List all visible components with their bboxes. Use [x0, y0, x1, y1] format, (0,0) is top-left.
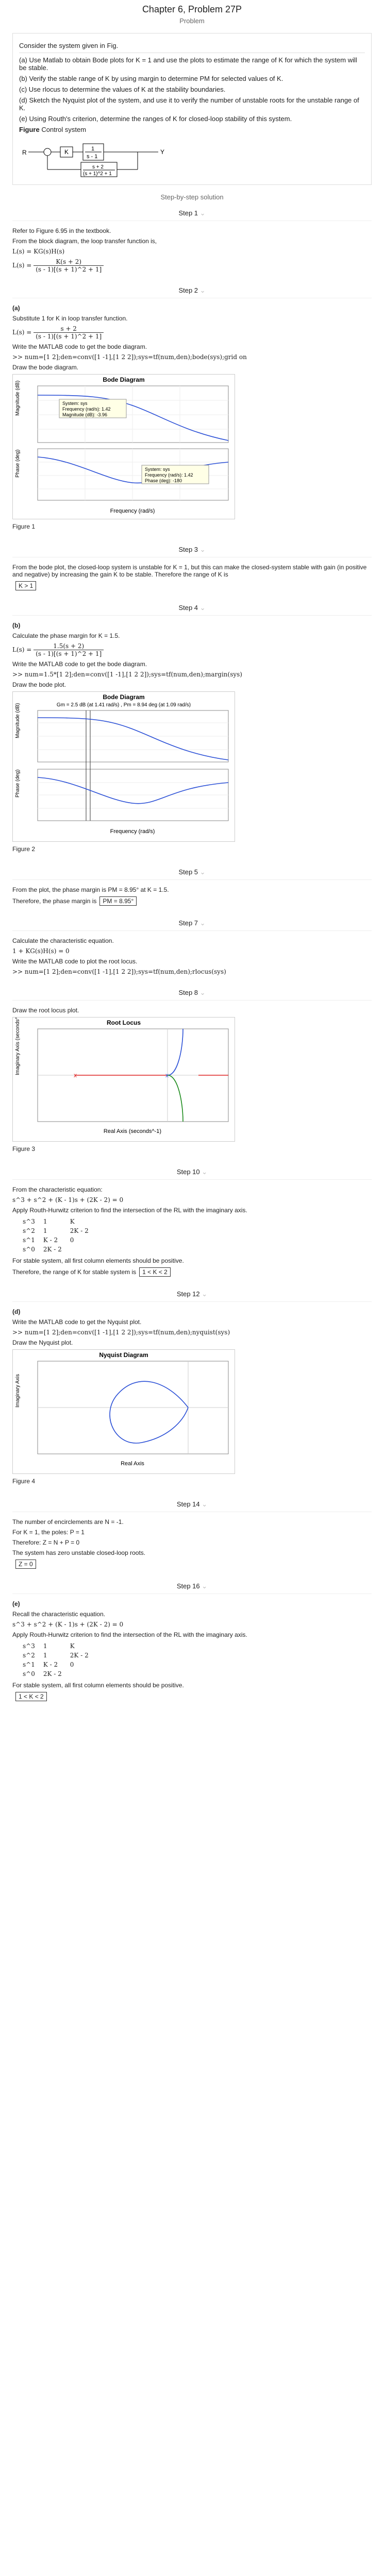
step-7-heading: Step 7 ⌄ — [178, 919, 206, 927]
summing-junction — [44, 148, 51, 156]
chevron-icon: ⌄ — [199, 209, 206, 217]
question-part-a: (a) Use Matlab to obtain Bode plots for K = 1 and use the plots to estimate the range of K for which the system will be stable. — [19, 56, 357, 72]
page-title: Chapter 6, Problem 27P — [142, 4, 242, 14]
svg-text:Imaginary Axis (seconds^-1): Imaginary Axis (seconds^-1) — [15, 1017, 21, 1075]
step-2-heading: Step 2 ⌄ — [178, 286, 206, 294]
svg-text:Magnitude (dB): Magnitude (dB) — [15, 703, 21, 738]
y-label: Y — [160, 148, 165, 156]
svg-text:Frequency (rad/s): Frequency (rad/s) — [110, 828, 155, 835]
svg-text:Phase (deg): Phase (deg) — [15, 449, 21, 478]
bode-plot-1 — [12, 374, 235, 519]
svg-text:x: x — [165, 1072, 169, 1079]
svg-text:x: x — [74, 1072, 77, 1079]
step-2-body: (a) Substitute 1 for K in loop transfer function. L(s) = $\frac{s + 2}{(s - 1)[(s + 1)\^{}2 + 1]}$ Write the MATLAB code to get the bode diagram. >> num=[1 2];den=conv([1 -1],[1 2 2]);sys=tf(num,den);bode(sys);grid on Draw the bode diagram. Bode Diagram System: sys Frequency (rad/s): 1.42 Magnitude (dB): -3.96 System: sys Frequency (rad/s): 1.42 Phase (deg): -180 Magnitude (dB) Phase (deg) Frequency (rad/s) Figure 1 — [12, 298, 372, 538]
step-3-heading: Step 3 ⌄ — [178, 546, 206, 553]
plant-den: s - 1 — [87, 154, 98, 160]
r-label: R — [22, 149, 27, 156]
routh-table: s^3 1 K s^2 1 2K - 2 s^1 K - 2 0 s^0 2K - 2 — [23, 1218, 89, 1253]
step-8-body: Draw the root locus plot. Root Locus x x Real Axis (seconds^-1) Imaginary Axis (seconds^-1) Figure 3 — [12, 1000, 372, 1161]
svg-text:Magnitude (dB): -3.96: Magnitude (dB): -3.96 — [62, 412, 108, 417]
svg-text:Frequency (rad/s): 1.42: Frequency (rad/s): 1.42 — [62, 406, 111, 412]
question-intro: Consider the system given in Fig. — [19, 42, 119, 49]
svg-text:Real Axis: Real Axis — [121, 1461, 144, 1467]
step-14-heading: Step 14 ⌄ — [176, 1500, 208, 1508]
svg-text:System: sys: System: sys — [62, 401, 88, 406]
step-7-body: Calculate the characteristic equation. 1 + KG(s)H(s) = 0 Write the MATLAB code to plot the root locus. >> num=[1 2];den=conv([1 -1],[1 2 2]);sys=tf(num,den);rlocus(sys) — [12, 930, 372, 981]
root-locus-plot — [12, 1017, 235, 1142]
step-8-heading: Step 8 ⌄ — [178, 989, 206, 996]
question-part-e: (e) Using Routh's criterion, determine the ranges of K for closed-loop stability of this system. — [19, 115, 292, 123]
question-box — [12, 33, 372, 185]
bode-plot-2 — [12, 691, 235, 842]
svg-text:Bode Diagram: Bode Diagram — [103, 693, 145, 701]
svg-text:Phase (deg): Phase (deg) — [15, 769, 21, 798]
step-16-heading: Step 16 ⌄ — [176, 1582, 208, 1590]
figure-label: Figure Control system — [19, 126, 87, 133]
step-14-body: The number of encirclements are N = -1. For K = 1, the poles: P = 1 Therefore: Z = N + P = 0 The system has zero unstable closed-loop roots. Z = 0 — [12, 1512, 372, 1575]
svg-text:Phase (deg): -180: Phase (deg): -180 — [145, 478, 182, 483]
svg-text:Real Axis (seconds^-1): Real Axis (seconds^-1) — [103, 1128, 162, 1134]
step-10-heading: Step 10 ⌄ — [176, 1168, 208, 1176]
feedback-num: s + 2 — [92, 164, 104, 170]
step-1-body: Refer to Figure 6.95 in the textbook. From the block diagram, the loop transfer function is, L(s) = KG(s)H(s) L(s) = $\frac{K(s + 2)}{(s - 1)[(s + 1)\^{}2 + 1]}$ — [12, 221, 372, 279]
svg-text:Imaginary Axis: Imaginary Axis — [15, 1374, 21, 1408]
svg-text:Bode Diagram: Bode Diagram — [103, 376, 145, 383]
step-10-body: From the characteristic equation: s^3 + s^2 + (K - 1)s + (2K - 2) = 0 Apply Routh-Hurwitz criterion to find the intersection of the RL with the imaginary axis. s^3 1 K s^2 1 2K - 2 s^1 K - 2 0 s^0 2K - 2 For stable system, all first column elements should be positive. Therefore, the range of K for stable system is 1 < K < 2 — [12, 1179, 372, 1283]
step-3-body: From the bode plot, the closed-loop system is unstable for K = 1, but this can make the closed-system stable with gain (in positive and negative) by increasing the gain K to be stable. Therefore the range of K is K > 1 — [12, 557, 372, 597]
block-diagram — [19, 137, 174, 178]
svg-text:Root Locus: Root Locus — [107, 1019, 141, 1026]
svg-text:System: sys: System: sys — [145, 467, 170, 472]
svg-text:Magnitude (dB): Magnitude (dB) — [15, 380, 21, 416]
step-4-body: (b) Calculate the phase margin for K = 1.5. L(s) = $\frac{1.5(s + 2)}{(s - 1)[(s + 1)\^{}2 + 1]}$ Write the MATLAB code to get the bode diagram. >> num=1.5*[1 2];den=conv([1 -1],[1 2 2]);sys=tf(num,den);margin(sys) Draw the bode plot. Bode Diagram Gm = 2.5 dB (at 1.41 rad/s) , Pm = 8.94 deg (at 1.09 rad/s) Magnitude (dB) Phase (deg) Frequency (rad/s) Figure 2 — [12, 615, 372, 861]
page-subtitle: Problem — [179, 17, 205, 25]
question-part-d: (d) Sketch the Nyquist plot of the system, and use it to verify the number of unstable roots for the unstable range of K. — [19, 96, 359, 112]
feedback-den: (s + 1)^2 + 1 — [83, 171, 112, 177]
step-5-body: From the plot, the phase margin is PM = 8.95° at K = 1.5. Therefore, the phase margin is PM = 8.95° — [12, 879, 372, 912]
solution-heading: Step-by-step solution — [160, 193, 224, 201]
step-12-body: (d) Write the MATLAB code to get the Nyquist plot. >> num=[1 2];den=conv([1 -1],[1 2 2]);sys=tf(num,den);nyquist(sys) Draw the Nyquist plot. Nyquist Diagram Real Axis Imaginary Axis Figure 4 — [12, 1301, 372, 1493]
question-part-b: (b) Verify the stable range of K by using margin to determine PM for selected values of K. — [19, 75, 283, 82]
svg-text:Frequency (rad/s): Frequency (rad/s) — [110, 508, 155, 514]
step-4-heading: Step 4 ⌄ — [178, 604, 206, 612]
gain-label: K — [64, 148, 69, 156]
plant-num: 1 — [91, 146, 95, 152]
nyquist-plot — [12, 1349, 235, 1474]
step-16-body: (e) Recall the characteristic equation. s^3 + s^2 + (K - 1)s + (2K - 2) = 0 Apply Routh-Hurwitz criterion to find the intersection of the RL with the imaginary axis. s^3 1 K s^2 1 2K - 2 s^1 K - 2 0 s^0 2K - 2 For stable system, all first column elements should be positive. 1 < K < 2 — [12, 1594, 372, 1707]
routh-table-2: s^3 1 K s^2 1 2K - 2 s^1 K - 2 0 s^0 2K - 2 — [23, 1642, 89, 1677]
svg-text:Frequency (rad/s): 1.42: Frequency (rad/s): 1.42 — [145, 472, 193, 478]
step-1-heading: Step 1 ⌄ — [178, 209, 206, 217]
question-part-c: (c) Use rlocus to determine the values of K at the stability boundaries. — [19, 86, 226, 93]
step-5-heading: Step 5 ⌄ — [178, 868, 206, 876]
step-12-heading: Step 12 ⌄ — [176, 1290, 208, 1298]
page-header — [0, 0, 384, 25]
svg-text:Gm = 2.5 dB (at 1.41 rad/s) ,: Gm = 2.5 dB (at 1.41 rad/s) , Pm = 8.94 deg (at 1.09 rad/s) — [56, 702, 191, 708]
svg-text:Nyquist Diagram: Nyquist Diagram — [99, 1351, 148, 1359]
